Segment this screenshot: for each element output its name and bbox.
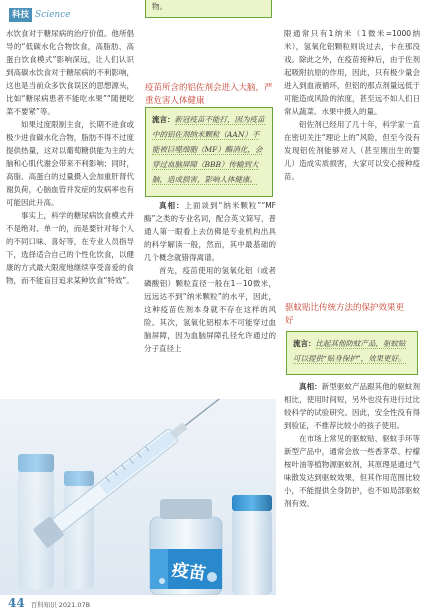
truth-label: 真相： [299, 382, 322, 391]
section-badge: 科技 [9, 8, 32, 22]
rumor-text: 新冠疫苗不能打，因为疫苗中的铝佐剂纳米颗粒（AAN）不能被巨噬细胞（MF）酶消化，会穿过血脑屏障（BBB）传输到大脑，造成损害，影响人体健康。 [152, 115, 265, 184]
column-3-lower [284, 380, 420, 510]
section-english: Science [35, 10, 71, 20]
publication-info: 百科知识 2021.07B [30, 601, 91, 609]
right-vial [232, 495, 272, 595]
paragraph: 如果过度限制主食，长期不进食或极少进食碳水化合物，脂肪不得不过度提供热量，这对以葡萄糖供能为主的大脑和心肌代谢会带来不利影响；同时，高脂、高蛋白的过量摄入会加重肝肾代谢负荷，心脑血管并发症的发病率也有可能因此升高。 [6, 120, 134, 207]
paragraph: 铝佐剂已经用了几十年，科学家一直在密切关注“理论上的”风险，但至今没有发现铝佐剂能够对人（甚至刚出生的婴儿）造成实质损害，大家可以安心接种疫苗。 [284, 120, 420, 181]
paragraph: 水饮食对于糖尿病的治疗价值。他所倡导的“低碳水化合物饮食，高脂肪、高蛋白饮食模式”影响深远，让人们认识到高碳水饮食对于糖尿病的不利影响，这也是当前众多饮食误区的思想源头，比如“糖尿病患者不能吃水果”“随便吃菜不要紧”等。 [6, 29, 134, 116]
paragraph: 新型驱蚊产品跟其他的驱蚊剂相比，使用时间短，另外也没有进行过比较科学的试验研究。因此，安全性没有得到验证，不推荐比较小的孩子使用。 [284, 382, 421, 430]
section-heading-vaccine: 疫苗所含的铝佐剂会进入大脑，严重危害人体健康 [145, 83, 273, 106]
page-footer [8, 596, 90, 610]
page-number: 44 [8, 596, 25, 610]
vaccine-illustration [0, 399, 276, 595]
column-1 [6, 27, 134, 287]
box-tail-text: 物。 [152, 2, 167, 11]
rumor-box-top [145, 0, 272, 18]
rumor-label: 流言： [293, 339, 316, 348]
paragraph: 在市场上常见的驱蚊贴、驱蚊手环等新型产品中，通常会放一些香茅草、柠檬桉叶油等植物源驱蚊剂，其原理是通过气味散发达到驱蚊效果，但其作用范围比较小，不能提供全身防护，也不如局部驱蚊剂有效。 [284, 434, 420, 508]
rumor-text: 比起其他防蚊产品，驱蚊贴可以提供“贴身保护”，效果更好。 [293, 339, 406, 363]
section-heading-mosquito: 驱蚊贴比传统方法的保护效果更好 [285, 303, 405, 326]
column-2 [144, 199, 276, 355]
vaccine-photo [0, 399, 276, 595]
paragraph: 首先，疫苗使用的氢氧化铝（或者磷酸铝）颗粒直径一般在1－10微米，远远达不到“纳米颗粒”的水平，因此，这种疫苗佐剂本身就不存在这样的风险。其次，氢氧化铝根本不可能穿过血脑屏障，因为血脑屏障孔径允许通过的分子直径上 [144, 266, 276, 353]
rumor-label: 流言： [152, 115, 175, 124]
rumor-box-mosquito [286, 331, 418, 375]
paragraph: 事实上，科学的糖尿病饮食模式并不是绝对、单一的，而是要针对每个人的不同口味、喜好等，在专业人员指导下，选择适合自己的个性化饮食，以健康的方式最大限度地继续享受喜爱的食物，而不能盲目追求某种饮食“特效”。 [6, 211, 134, 285]
section-header [9, 8, 71, 22]
paragraph: 上面谈到“纳米颗粒”“MF酶”之类的专业名词，配合英文简写，普通人第一眼看上去仿佛是专业机构出具的科学解读一般，然而，其中最基础的几个概念就错得离谱。 [144, 201, 276, 262]
vial-label: 疫苗 [170, 560, 208, 585]
rumor-box-vaccine [145, 107, 273, 197]
truth-label: 真相： [159, 201, 185, 210]
paragraph: 限通常只有1纳米（1微米=1000纳米），氢氧化铝颗粒则说过去，卡在那没戏。除此之外，在疫苗接种后，由于佐剂起吸附抗原的作用，因此，只有极少量会进入到血液循环，但铝的那点剂量远低于可能造成风险的浓度，甚至远不如人们日常从蔬菜、水果中摄入的量。 [284, 29, 420, 116]
column-3 [284, 27, 420, 183]
